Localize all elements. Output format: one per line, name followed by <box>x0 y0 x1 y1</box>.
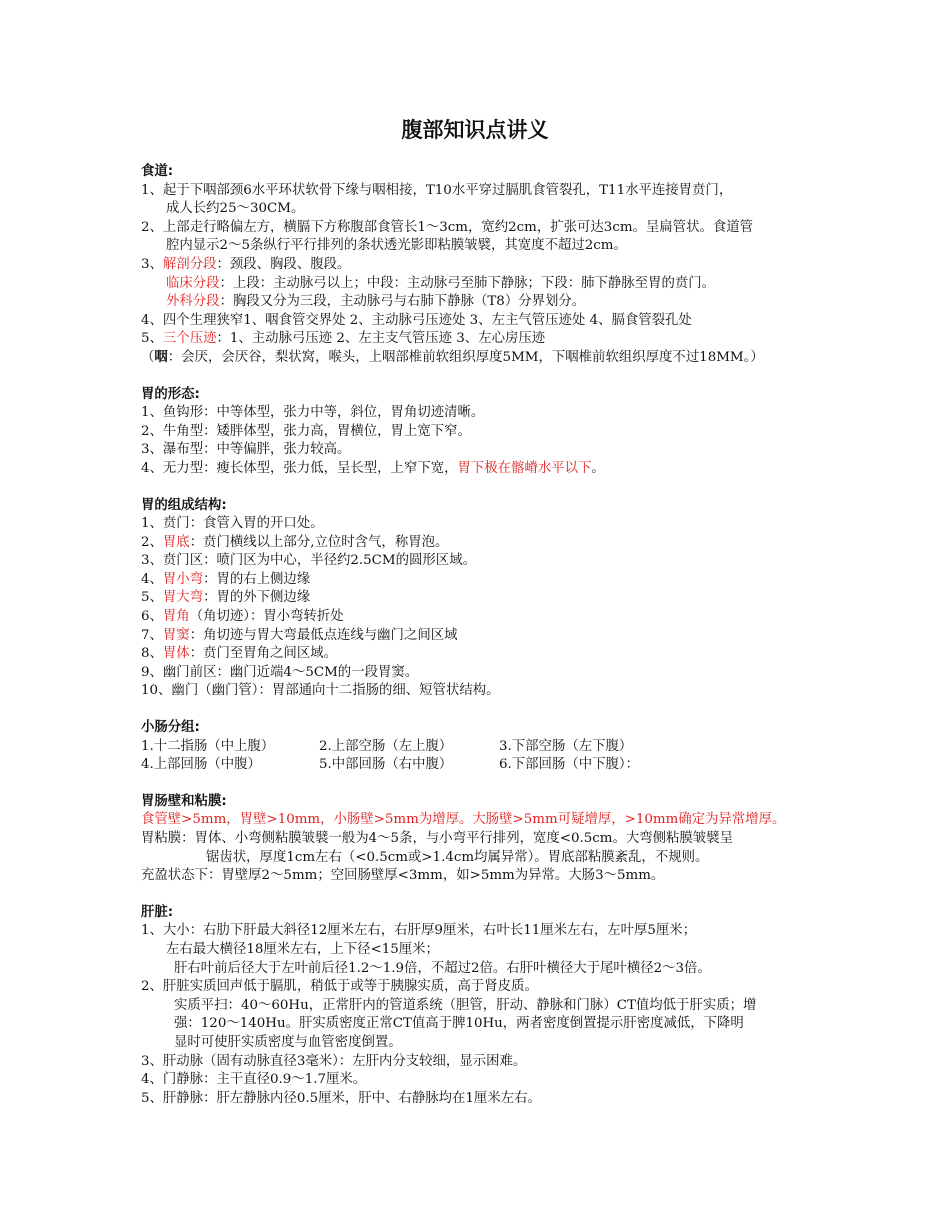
highlight-term: 胃角 <box>162 609 190 625</box>
liver-line-1: 1、大小：右肋下肝最大斜径12厘米左右，右肝厚9厘米，右叶长11厘米左右，左叶厚5厘米； <box>141 923 697 939</box>
line-text: ：胃的右上侧边缘 <box>203 571 311 587</box>
list-number: 4、 <box>141 571 163 587</box>
line-text: ：胸段又分为三段，主动脉弓与右肺下静脉（T8）分界划分。 <box>219 294 586 310</box>
stomach-parts-line-7 <box>141 627 821 646</box>
liver-line-1b: 左右最大横径18厘米左右，上下径<15厘米； <box>166 941 439 957</box>
highlight-term: 胃小弯 <box>162 571 204 587</box>
small-intestine-row-2 <box>141 756 821 775</box>
list-number: 5、 <box>141 590 163 606</box>
list-number: 8、 <box>141 646 163 662</box>
liver-line-5: 5、肝静脉：肝左静脉内径0.5厘米，肝中、右静脉均在1厘米左右。 <box>141 1090 541 1106</box>
document-body <box>141 163 821 1108</box>
section-gap <box>141 775 821 793</box>
liver-line-2: 2、肝脏实质回声低于膈肌，稍低于或等于胰腺实质，高于肾皮质。 <box>141 979 538 995</box>
esophagus-line-3 <box>141 256 821 275</box>
list-number: 2、 <box>141 534 163 550</box>
stomach-parts-line-2 <box>141 534 821 553</box>
highlight-term: 解剖分段 <box>162 256 217 272</box>
section-heading-liver: 肝脏: <box>141 904 174 920</box>
page-title: 腹部知识点讲义 <box>401 118 549 142</box>
liver-line-2b: 实质平扫：40～60Hu，正常肝内的管道系统（胆管，肝动、静脉和门脉）CT值均低于肝实质；增 <box>174 997 757 1013</box>
section-gap <box>141 479 821 497</box>
table-cell: 2.上部空肠（左上腹） <box>319 738 453 754</box>
esophagus-line-2b: 腔内显示2～5条纵行平行排列的条状透光影即粘膜皱襞，其宽度不超过2cm。 <box>166 238 627 254</box>
stomach-shape-line-2: 2、牛角型：矮胖体型，张力高，胃横位，胃上宽下窄。 <box>141 423 471 439</box>
section-gap <box>141 368 821 386</box>
line-text: 。 <box>591 460 605 476</box>
stomach-parts-line-9: 9、幽门前区：幽门近端4～5CM的一段胃窦。 <box>141 664 419 680</box>
line-text: ：上段：主动脉弓以上；中段：主动脉弓至肺下静脉；下段：肺下静脉至胃的贲门。 <box>219 275 716 291</box>
section-heading-stomach-parts: 胃的组成结构: <box>141 497 227 513</box>
wall-line-2: 胃粘膜：胃体、小弯侧粘膜皱襞一般为4～5条，与小弯平行排列，宽度<0.5cm。大弯侧粘膜皱襞呈 <box>141 831 733 846</box>
line-text: ：贲门至胃角之间区域。 <box>189 646 337 662</box>
line-text: （角切迹）：胃小弯转折处 <box>189 609 344 625</box>
stomach-shape-line-3: 3、瀑布型：中等偏胖，张力较高。 <box>141 442 351 458</box>
stomach-parts-line-4 <box>141 571 821 590</box>
list-number: 7、 <box>141 627 163 643</box>
stomach-shape-line-4 <box>141 460 821 479</box>
line-text: （ <box>141 349 155 365</box>
line-text: ：角切迹与胃大弯最低点连线与幽门之间区域 <box>189 627 458 643</box>
liver-line-4: 4、门静脉：主干直径0.9～1.7厘米。 <box>141 1072 367 1088</box>
table-cell: 5.中部回肠（右中腹） <box>319 757 453 773</box>
list-number: 3、 <box>141 256 163 272</box>
esophagus-line-7 <box>141 330 821 349</box>
esophagus-line-5 <box>141 293 821 312</box>
line-text: 4、无力型：瘦长体型，张力低，呈长型，上窄下宽， <box>141 460 458 476</box>
esophagus-line-1b: 成人长约25～30CM。 <box>166 201 305 217</box>
liver-line-2c: 强：120～140Hu。肝实质密度正常CT值高于脾10Hu，两者密度倒置提示肝密度减低，下降明 <box>174 1016 744 1032</box>
highlight-term: 胃体 <box>162 646 190 662</box>
table-cell: 4.上部回肠（中腹） <box>141 757 261 773</box>
liver-line-1c: 肝右叶前后径大于左叶前后径1.2～1.9倍，不超过2倍。右肝叶横径大于尾叶横径2～3倍。 <box>174 960 711 976</box>
list-number: 6、 <box>141 609 163 625</box>
liver-line-3: 3、肝动脉（固有动脉直径3毫米）：左肝内分支较细，显示困难。 <box>141 1053 527 1069</box>
list-number: 5、 <box>141 331 163 347</box>
section-heading-small-intestine: 小肠分组: <box>141 720 200 736</box>
stomach-parts-line-8 <box>141 645 821 664</box>
stomach-parts-line-3: 3、贲门区：喷门区为中心，半径约2.5CM的圆形区域。 <box>141 553 476 569</box>
stomach-parts-line-1: 1、贲门：食管入胃的开口处。 <box>141 516 324 532</box>
esophagus-line-4 <box>141 275 821 294</box>
stomach-parts-line-6 <box>141 608 821 627</box>
esophagus-line-2: 2、上部走行略偏左方，横膈下方称腹部食管长1～3cm，宽约2cm，扩张可达3cm。呈扁管状。食道管 <box>141 219 754 235</box>
table-cell: 6.下部回肠（中下腹）： <box>499 757 639 773</box>
line-text: ：贲门横线以上部分,立位时含气，称胃泡。 <box>189 534 449 550</box>
line-text: ：1、主动脉弓压迹 2、左主支气管压迹 3、左心房压迹 <box>216 331 546 347</box>
esophagus-line-6: 4、四个生理狭窄1、咽食管交界处 2、主动脉弓压迹处 3、左主气管压迹处 4、膈食管裂孔处 <box>141 312 692 328</box>
highlight-term: 胃底 <box>162 534 190 550</box>
section-gap <box>141 701 821 719</box>
highlight-term: 三个压迹 <box>162 331 217 347</box>
highlight-term: 胃窦 <box>162 627 190 643</box>
stomach-parts-line-5 <box>141 589 821 608</box>
liver-line-2d: 显时可使肝实质密度与血管密度倒置。 <box>174 1034 402 1050</box>
wall-line-2b: 锯齿状，厚度1cm左右（<0.5cm或>1.4cm均属异常）。胃底部粘膜紊乱，不规则。 <box>206 849 709 865</box>
table-cell: 3.下部空肠（左下腹） <box>499 738 633 754</box>
section-heading-stomach-shape: 胃的形态: <box>141 386 200 402</box>
section-heading-esophagus: 食道: <box>141 164 174 179</box>
highlight-term: 胃下极在髂嵴水平以下 <box>457 460 592 476</box>
section-heading-wall: 胃肠壁和粘膜: <box>141 793 227 809</box>
wall-line-red: 食管壁>5mm，胃壁>10mm，小肠壁>5mm为增厚。大肠壁>5mm可疑增厚，>10mm确定为异常增厚。 <box>141 812 786 828</box>
esophagus-line-1: 1、起于下咽部颈6水平环状软骨下缘与咽相接，T10水平穿过膈肌食管裂孔，T11水平连接胃贲门， <box>141 182 733 198</box>
highlight-term: 胃大弯 <box>162 590 204 606</box>
line-text: ：颈段、胸段、腹段。 <box>216 256 351 272</box>
line-text: ：会厌，会厌谷，梨状窝，喉头，上咽部椎前软组织厚度5MM，下咽椎前软组织厚度不过18MM。） <box>167 349 764 365</box>
stomach-parts-line-10: 10、幽门（幽门管）：胃部通向十二指肠的细、短管状结构。 <box>141 683 500 699</box>
stomach-shape-line-1: 1、鱼钩形：中等体型，张力中等，斜位，胃角切迹清晰。 <box>141 405 485 421</box>
line-text: ：胃的外下侧边缘 <box>203 590 311 606</box>
esophagus-line-8 <box>141 349 821 368</box>
highlight-term: 临床分段 <box>166 275 220 291</box>
wall-line-3: 充盈状态下：胃壁厚2～5mm；空回肠壁厚<3mm，如>5mm为异常。大肠3～5mm。 <box>141 868 665 884</box>
table-cell: 1.十二指肠（中上腹） <box>141 738 275 754</box>
section-gap <box>141 886 821 904</box>
small-intestine-row-1 <box>141 738 821 757</box>
bold-term: 咽 <box>154 349 168 365</box>
highlight-term: 外科分段 <box>166 294 220 310</box>
